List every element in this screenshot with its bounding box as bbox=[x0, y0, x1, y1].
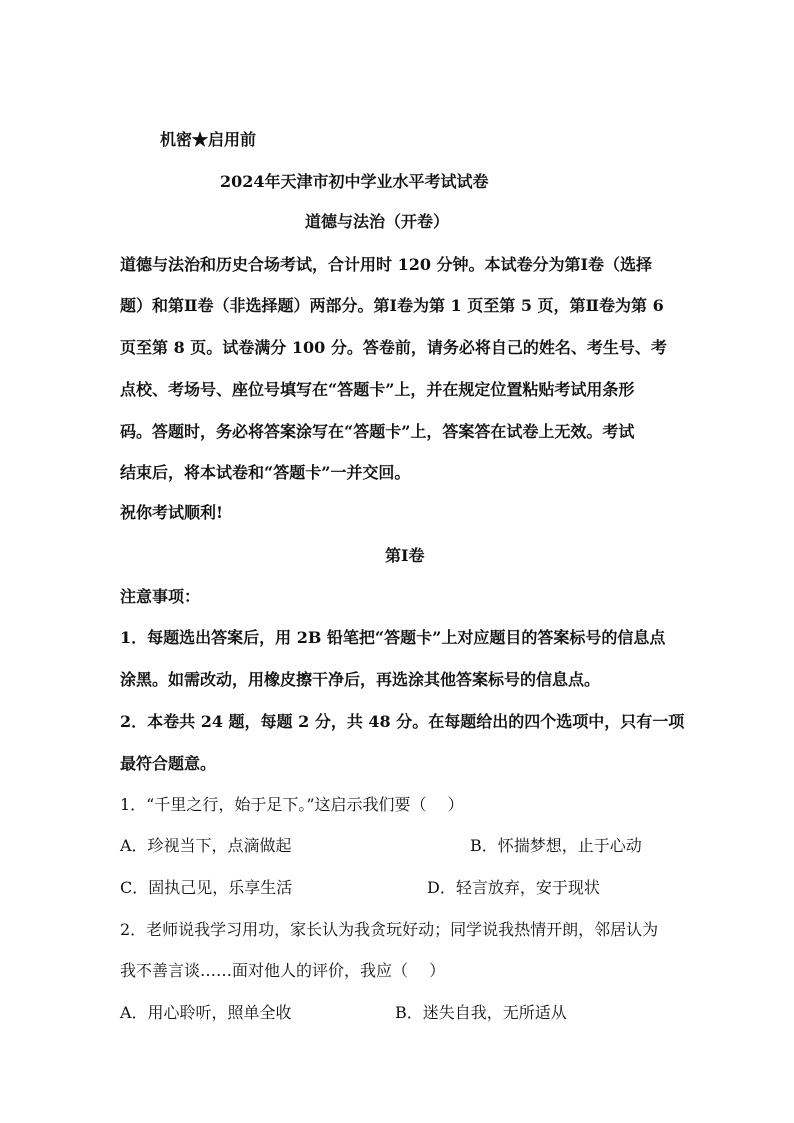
confidential-label: 机密★启用前 bbox=[160, 130, 257, 149]
option-a: A．用心聆听，照单全收 bbox=[120, 1003, 292, 1022]
note-line: 1．每题选出答案后，用 2B 铅笔把“答题卡”上对应题目的答案标号的信息点 bbox=[120, 628, 666, 647]
exam-subtitle: 道德与法治（开卷） bbox=[305, 212, 450, 231]
question-stem: 2．老师说我学习用功，家长认为我贪玩好动；同学说我热情开朗，邻居认为 bbox=[120, 920, 659, 939]
good-luck-text: 祝你考试顺利! bbox=[120, 503, 224, 522]
note-line: 2．本卷共 24 题，每题 2 分，共 48 分。在每题给出的四个选项中，只有一项 bbox=[120, 712, 685, 731]
option-d: D．轻言放弃，安于现状 bbox=[427, 878, 600, 897]
intro-line: 码。答题时，务必将答案涂写在“答题卡”上，答案答在试卷上无效。考试 bbox=[120, 422, 635, 441]
question-stem: 我不善言谈……面对他人的评价，我应（ ） bbox=[120, 961, 446, 980]
notes-heading: 注意事项： bbox=[120, 587, 201, 606]
section-title: 第Ⅰ卷 bbox=[385, 546, 425, 565]
intro-line: 结束后，将本试卷和“答题卡”一并交回。 bbox=[120, 463, 411, 482]
question-stem: 1．“千里之行，始于足下。”这启示我们要（ ） bbox=[120, 795, 464, 814]
intro-line: 题）和第Ⅱ卷（非选择题）两部分。第Ⅰ卷为第 1 页至第 5 页，第Ⅱ卷为第 6 bbox=[120, 296, 664, 315]
intro-line: 页至第 8 页。试卷满分 100 分。答卷前，请务必将自己的姓名、考生号、考 bbox=[120, 338, 667, 357]
intro-line: 道德与法治和历史合场考试，合计用时 120 分钟。本试卷分为第Ⅰ卷（选择 bbox=[120, 255, 653, 274]
note-line: 最符合题意。 bbox=[120, 754, 217, 773]
note-line: 涂黑。如需改动，用橡皮擦干净后，再选涂其他答案标号的信息点。 bbox=[120, 670, 601, 689]
intro-line: 点校、考场号、座位号填写在“答题卡”上，并在规定位置粘贴考试用条形 bbox=[120, 380, 635, 399]
exam-title: 2024年天津市初中学业水平考试试卷 bbox=[220, 172, 489, 191]
option-b: B．迷失自我，无所适从 bbox=[395, 1003, 567, 1022]
option-a: A．珍视当下，点滴做起 bbox=[120, 836, 292, 855]
option-c: C．固执己见，乐享生活 bbox=[120, 878, 293, 897]
option-b: B．怀揣梦想，止于心动 bbox=[470, 836, 642, 855]
